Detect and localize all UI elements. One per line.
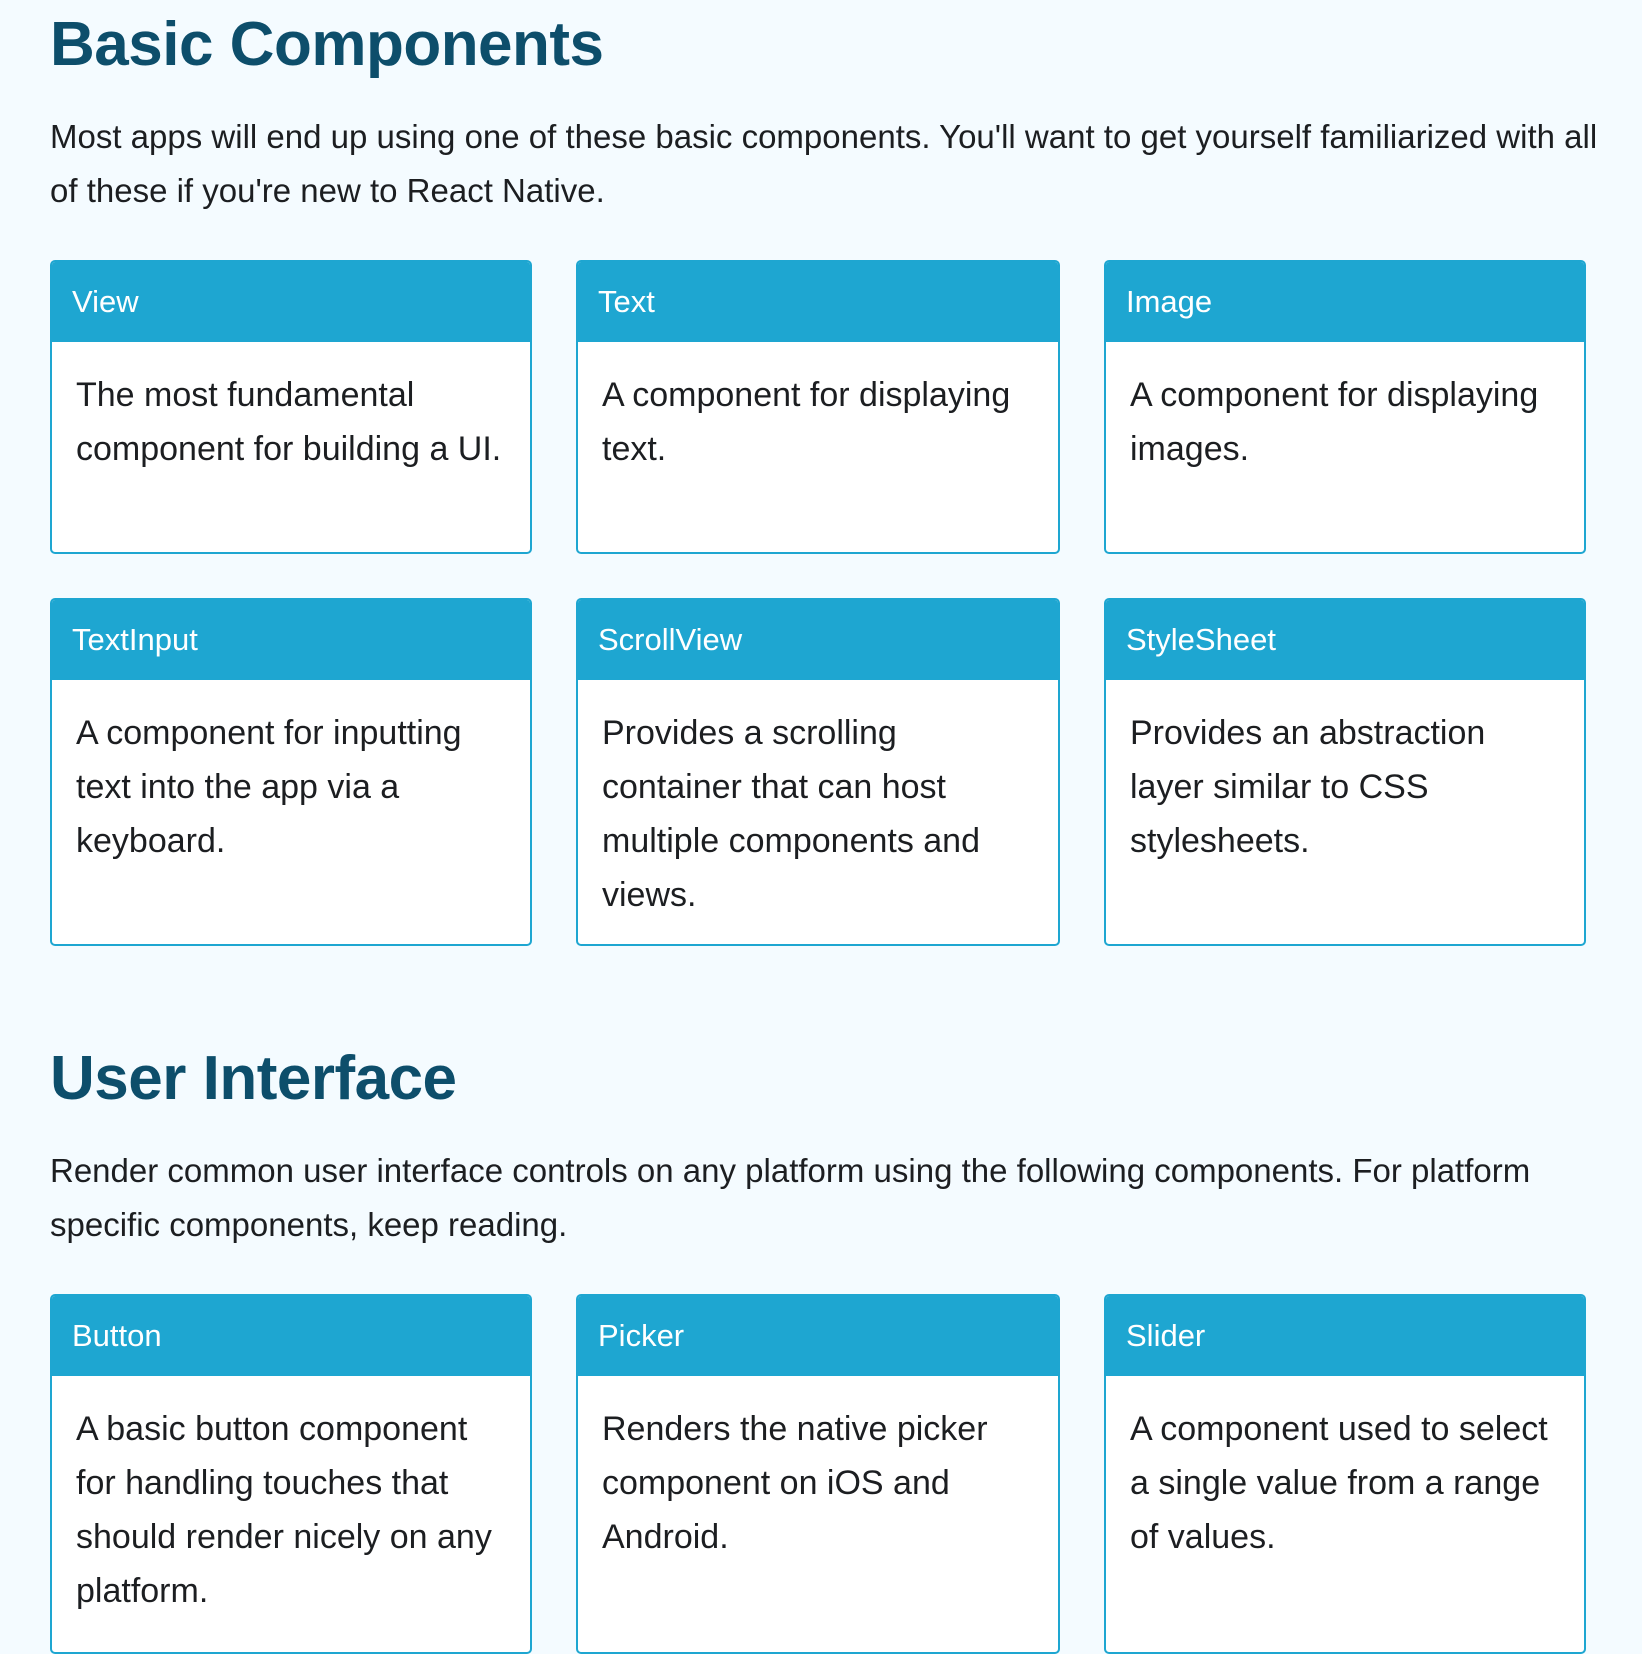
user-interface-intro [50,1144,1530,1252]
card-text-title[interactable]: Text [578,262,1058,342]
card-button-description: A basic button component for handling touches that should render nicely on any platform. [76,1410,492,1610]
card-stylesheet[interactable] [1104,598,1586,946]
ui-intro-line-1: Render common user interface controls on any platform using the following components. For platform [50,1152,1531,1189]
card-textinput-description: A component for inputting text into the app via a keyboard. [76,714,462,860]
card-picker-title[interactable]: Picker [578,1296,1058,1376]
card-image-title[interactable]: Image [1106,262,1584,342]
card-slider[interactable] [1104,1294,1586,1654]
card-button-title[interactable]: Button [52,1296,530,1376]
basic-components-grid [50,260,1642,946]
card-image[interactable] [1104,260,1586,554]
basic-components-heading: Basic Components [50,10,604,79]
card-scrollview[interactable] [576,598,1060,946]
card-view-description: The most fundamental component for building a UI. [76,376,502,468]
user-interface-heading: User Interface [50,1044,457,1113]
card-view[interactable] [50,260,532,554]
card-scrollview-description: Provides a scrolling container that can host multiple components and views. [602,714,981,914]
card-text[interactable] [576,260,1060,554]
basic-components-intro [50,110,1597,218]
card-scrollview-title[interactable]: ScrollView [578,600,1058,680]
basic-intro-line-2: of these if you're new to React Native. [50,172,605,209]
card-textinput-title[interactable]: TextInput [52,600,530,680]
card-view-title[interactable]: View [52,262,530,342]
basic-intro-line-1: Most apps will end up using one of these basic components. You'll want to get yourself familiarized with all [50,118,1598,155]
card-stylesheet-title[interactable]: StyleSheet [1106,600,1584,680]
card-text-description: A component for displaying text. [602,376,1011,468]
card-slider-description: A component used to select a single value from a range of values. [1130,1410,1548,1556]
card-picker-description: Renders the native picker component on iOS and Android. [602,1410,988,1556]
user-interface-grid [50,1294,1642,1654]
card-slider-title[interactable]: Slider [1106,1296,1584,1376]
card-image-description: A component for displaying images. [1130,376,1539,468]
ui-intro-line-2: specific components, keep reading. [50,1206,568,1243]
card-textinput[interactable] [50,598,532,946]
card-picker[interactable] [576,1294,1060,1654]
card-button[interactable] [50,1294,532,1654]
card-stylesheet-description: Provides an abstraction layer similar to CSS stylesheets. [1130,714,1486,860]
